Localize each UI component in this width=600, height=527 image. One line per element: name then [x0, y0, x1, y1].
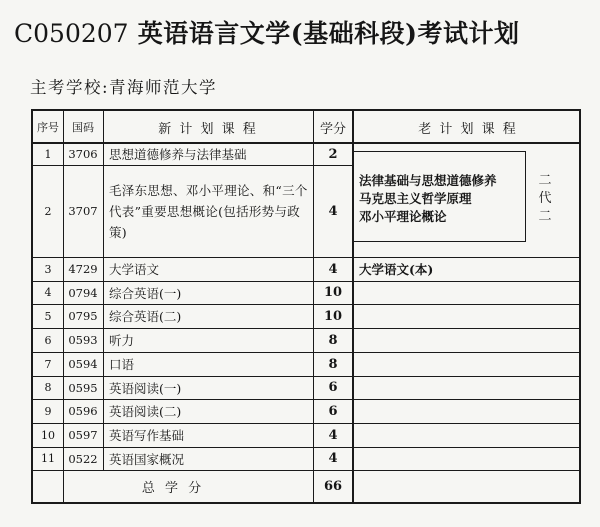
row-code: 0795	[68, 309, 98, 323]
row-code: 0593	[68, 333, 98, 347]
row-course: 英语阅读(一)	[109, 380, 182, 396]
row-index: 4	[44, 286, 52, 299]
row-credit: 8	[328, 332, 338, 348]
row-index: 9	[44, 404, 52, 418]
grid-line	[353, 151, 526, 152]
row-credit: 10	[323, 308, 343, 324]
row-code: 0597	[68, 428, 98, 442]
row-course: 大学语文	[109, 262, 160, 277]
row-index: 8	[44, 381, 52, 394]
row-course: 毛泽东思想、邓小平理论、和“三个代表”重要思想概论(包括形势与政策)	[109, 182, 308, 240]
row-credit: 4	[328, 261, 338, 277]
row-index: 5	[44, 309, 52, 323]
row-credit: 6	[328, 380, 338, 395]
row-code: 0594	[68, 357, 98, 371]
row-course: 英语国家概况	[109, 451, 185, 467]
grid-line	[33, 328, 579, 329]
old-course-group	[359, 172, 497, 226]
title-name: 英语语言文学(基础科段)考试计划	[137, 19, 520, 48]
title-code: C050207	[14, 19, 129, 48]
row-code: 0794	[68, 285, 98, 300]
row-course: 英语写作基础	[109, 428, 185, 443]
total-credit: 66	[323, 478, 343, 494]
old-course-item: 邓小平理论概论	[359, 209, 447, 224]
old-course-item: 法律基础与思想道德修养	[359, 173, 497, 188]
row-index: 10	[41, 428, 55, 442]
old-course-item: 马克思主义哲学原理	[359, 191, 472, 206]
header-new-course: 新 计 划 课 程	[158, 121, 258, 137]
grid-line	[33, 376, 579, 377]
host-school: 主考学校:青海师范大学	[30, 78, 218, 97]
row-course: 英语阅读(二)	[109, 404, 182, 419]
row-code: 3707	[68, 204, 98, 218]
row-index: 1	[44, 147, 52, 161]
row-code: 3706	[68, 147, 98, 161]
grid-line	[33, 165, 353, 166]
row-credit: 4	[328, 451, 338, 466]
old-course-note: 二 代 二	[538, 173, 552, 224]
page-title	[14, 14, 590, 50]
grid-line	[33, 470, 579, 471]
row-course: 听力	[109, 333, 135, 348]
row-credit: 4	[328, 427, 338, 443]
grid-line	[353, 241, 526, 242]
grid-line	[525, 151, 526, 241]
row-course: 思想道德修养与法律基础	[109, 147, 247, 162]
header-code: 国码	[72, 121, 94, 134]
grid-line	[33, 423, 579, 424]
row-credit: 10	[323, 285, 343, 300]
row-index: 3	[44, 262, 52, 276]
row-index: 7	[44, 357, 52, 371]
row-course: 综合英语(一)	[109, 285, 182, 301]
grid-line	[33, 352, 579, 353]
row-code: 4729	[68, 262, 98, 276]
total-label: 总 学 分	[141, 480, 205, 496]
row-code: 0596	[68, 404, 98, 418]
grid-line	[33, 304, 579, 305]
row-credit: 2	[328, 146, 338, 162]
grid-line	[33, 281, 579, 282]
old-course-row3: 大学语文(本)	[359, 262, 434, 277]
grid-line	[313, 111, 314, 502]
row-course: 综合英语(二)	[109, 309, 182, 324]
row-course: 口语	[109, 357, 135, 372]
header-index: 序号	[37, 121, 59, 134]
grid-line	[33, 399, 579, 400]
row-code: 0522	[68, 451, 98, 466]
header-credit: 学分	[319, 121, 346, 137]
row-code: 0595	[68, 380, 98, 395]
row-credit: 8	[328, 356, 338, 372]
row-credit: 6	[328, 403, 338, 419]
grid-line	[33, 257, 579, 258]
grid-line	[33, 142, 579, 144]
exam-plan-table	[31, 109, 581, 504]
row-credit: 4	[328, 203, 338, 219]
row-index: 2	[44, 204, 52, 218]
grid-line	[63, 111, 64, 502]
grid-line	[33, 447, 579, 448]
grid-line	[352, 111, 354, 502]
header-old-course: 老 计 划 课 程	[418, 121, 518, 137]
row-index: 11	[41, 452, 55, 465]
row-index: 6	[44, 333, 52, 347]
